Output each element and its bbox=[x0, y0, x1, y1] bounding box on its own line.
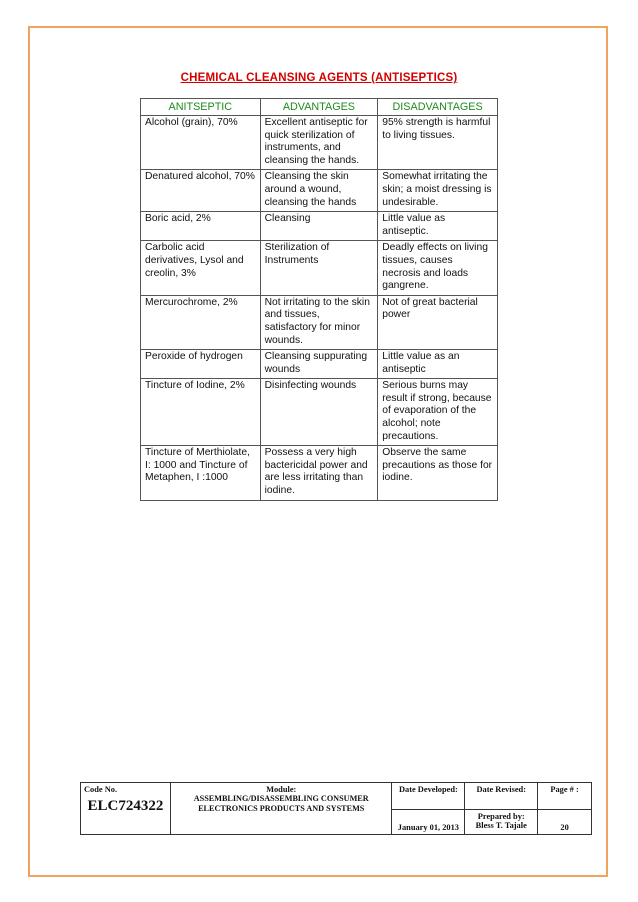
advantages-cell: Sterilization of Instruments bbox=[260, 241, 378, 295]
prepared-by-value: Bless T. Tajale bbox=[475, 821, 527, 830]
date-developed-value: January 01, 2013 bbox=[392, 810, 465, 835]
table-row bbox=[141, 350, 498, 379]
disadvantages-cell: Not of great bacterial power bbox=[378, 295, 498, 349]
disadvantages-cell: Deadly effects on living tissues, causes necrosis and loads gangrene. bbox=[378, 241, 498, 295]
disadvantages-cell: Little value as antiseptic. bbox=[378, 212, 498, 241]
column-header-antiseptic: ANITSEPTIC bbox=[141, 99, 261, 116]
page-number: 20 bbox=[538, 810, 592, 835]
module-cell bbox=[170, 783, 392, 835]
disadvantages-cell: 95% strength is harmful to living tissues. bbox=[378, 116, 498, 170]
table-row bbox=[141, 241, 498, 295]
antiseptic-cell: Tincture of Iodine, 2% bbox=[141, 379, 261, 446]
advantages-cell: Excellent antiseptic for quick sterilization of instruments, and cleansing the hands. bbox=[260, 116, 378, 170]
code-cell bbox=[81, 783, 171, 835]
table-row bbox=[141, 446, 498, 500]
document-title: CHEMICAL CLEANSING AGENTS (ANTISEPTICS) bbox=[180, 72, 458, 84]
antiseptics-table bbox=[140, 98, 498, 501]
advantages-cell: Disinfecting wounds bbox=[260, 379, 378, 446]
table-row bbox=[141, 170, 498, 212]
antiseptic-cell: Boric acid, 2% bbox=[141, 212, 261, 241]
disadvantages-cell: Somewhat irritating the skin; a moist dressing is undesirable. bbox=[378, 170, 498, 212]
module-value: ASSEMBLING/DISASSEMBLING CONSUMER ELECTRONICS PRODUCTS AND SYSTEMS bbox=[193, 794, 369, 813]
code-label: Code No. bbox=[84, 785, 118, 794]
date-revised-label: Date Revised: bbox=[465, 783, 538, 810]
table-row bbox=[141, 212, 498, 241]
table-row bbox=[141, 295, 498, 349]
disadvantages-cell: Serious burns may result if strong, because of evaporation of the alcohol; note precautions. bbox=[378, 379, 498, 446]
prepared-by-cell bbox=[465, 810, 538, 835]
antiseptic-cell: Denatured alcohol, 70% bbox=[141, 170, 261, 212]
module-label: Module: bbox=[266, 785, 297, 794]
column-header-advantages: ADVANTAGES bbox=[260, 99, 378, 116]
advantages-cell: Not irritating to the skin and tissues, satisfactory for minor wounds. bbox=[260, 295, 378, 349]
date-developed-label: Date Developed: bbox=[392, 783, 465, 810]
antiseptic-cell: Tincture of Merthiolate, I: 1000 and Tincture of Metaphen, I :1000 bbox=[141, 446, 261, 500]
code-value: ELC724322 bbox=[87, 798, 164, 814]
table-row bbox=[141, 116, 498, 170]
antiseptic-cell: Alcohol (grain), 70% bbox=[141, 116, 261, 170]
prepared-by-label: Prepared by: bbox=[477, 812, 525, 821]
advantages-cell: Cleansing suppurating wounds bbox=[260, 350, 378, 379]
document-footer bbox=[80, 782, 592, 835]
advantages-cell: Possess a very high bactericidal power and are less irritating than iodine. bbox=[260, 446, 378, 500]
page-label: Page # : bbox=[538, 783, 592, 810]
antiseptic-cell: Carbolic acid derivatives, Lysol and creolin, 3% bbox=[141, 241, 261, 295]
advantages-cell: Cleansing bbox=[260, 212, 378, 241]
advantages-cell: Cleansing the skin around a wound, cleansing the hands bbox=[260, 170, 378, 212]
table-row bbox=[141, 379, 498, 446]
antiseptic-cell: Mercurochrome, 2% bbox=[141, 295, 261, 349]
disadvantages-cell: Little value as an antiseptic bbox=[378, 350, 498, 379]
table-header-row bbox=[141, 99, 498, 116]
disadvantages-cell: Observe the same precautions as those for iodine. bbox=[378, 446, 498, 500]
antiseptic-cell: Peroxide of hydrogen bbox=[141, 350, 261, 379]
column-header-disadvantages: DISADVANTAGES bbox=[378, 99, 498, 116]
